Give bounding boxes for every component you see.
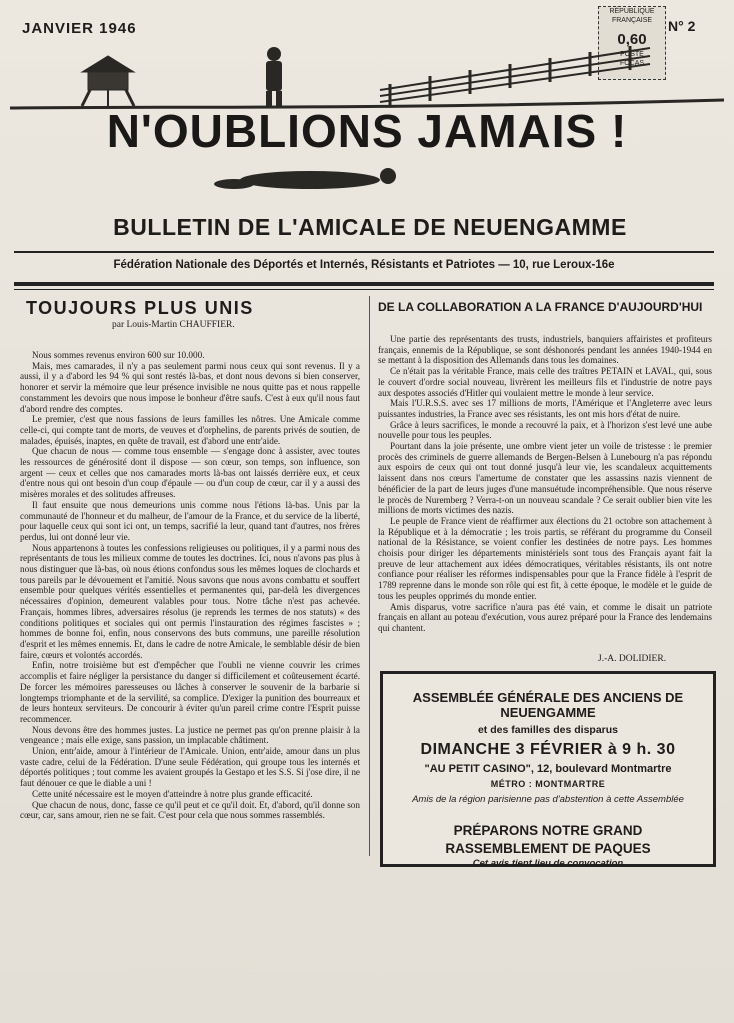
left-article-title: TOUJOURS PLUS UNIS: [26, 298, 254, 318]
notice-call: RASSEMBLEMENT DE PAQUES: [445, 841, 651, 856]
paragraph: Amis disparus, votre sacrifice n'aura pas été vain, et comme le disait un patriote français en allant au poteau d'exécution, vous aurez préparé pour la France des lendemains qui chantent.: [378, 601, 712, 633]
paragraph: Que chacun de nous, donc, fasse ce qu'il peut et ce qu'il doit. Et, d'abord, qu'il donne son cœur, car, sans amour, rien ne se fait. C'est pour cela que nous sommes rassemblés.: [20, 799, 360, 821]
notice-subheading: et des familles des disparus: [477, 724, 619, 736]
paragraph: Le peuple de France vient de réaffirmer aux élections du 21 octobre son attachement à la République et à la démocratie ; les trois partis, se référant du programme du Conseil national de la Résistance, se voient confier les destinées de notre pays. Les hommes choisis pour diriger les départements ministériels sont tous des Français ayant fait la preuve de leur attachement aux idées démocratiques, véritables résistants, ils ont notre confiance pour réaliser les réformes indispensables pour que la France fidèle à l'esprit de 1789 reprenne dans le monde son rôle qui est fit, à cette époque, le modèle et le guide de tous les peuples opprimés du monde entier.: [378, 515, 712, 601]
stamp-line: RÉPUBLIQUE: [609, 8, 655, 15]
notice-appeal: Amis de la région parisienne pas d'abstention à cette Assemblée: [412, 794, 684, 805]
masthead-title: N'OUBLIONS JAMAIS !: [106, 105, 628, 157]
notice-call: PRÉPARONS NOTRE GRAND: [453, 823, 643, 838]
paragraph: Il faut ensuite que nous demeurions unis comme nous l'étions là-bas. Unis par la communauté de l'honneur et du malheur, de l'amour de la France, et du service de la liberté, pour laquelle ceux qui sont ici ont, un temps, sacrifié la leur, quand tant d'autres, nos frères perdus, lui ont donné leur vie.: [20, 499, 360, 542]
paragraph: Enfin, notre troisième but est d'empêcher que l'oubli ne vienne couvrir les crimes accomplis et faire négliger la persistance du danger si difficilement et coûteusement écarté. De forcer les mémoires paresseuses ou lâches à conserver le souvenir de la barbarie si longtemps triomphante et de la servilité, sa complice. D'exiger la punition des bourreaux et de leurs honteux serviteurs. De concourir à éviter qu'un pareil crime contre l'Esprit puisse recommencer.: [20, 660, 360, 724]
stamp-line: FRANÇAISE: [611, 17, 653, 24]
notice-venue: "AU PETIT CASINO", 12, boulevard Montmartre: [424, 763, 672, 775]
notice-footnote: Cet avis tient lieu de convocation: [472, 858, 624, 869]
divider: [14, 289, 714, 290]
paragraph: Nous devons être des hommes justes. La justice ne permet pas qu'on prenne plaisir à la vengeance ; mais elle exige, sans passion, un implacable châtiment.: [20, 724, 360, 746]
paragraph: Ce n'était pas la véritable France, mais celle des traîtres PETAIN et LAVAL, qui, sous le couvert d'ordre social nouveau, livrèrent les meilleurs fils et l'industrie de notre pays aux despotes associés d'Hitler qui voulaient mettre le monde à leur service.: [378, 366, 712, 398]
paragraph: Le premier, c'est que nous fassions de leurs familles les nôtres. Une Amicale comme celle-ci, qui compte tant de morts, de veuves et d'orphelins, de parents privés de soutien, de malades, épuisés, inaptes, en quête de travail, est d'abord une entr'aide.: [20, 414, 360, 446]
bulletin-subtitle: BULLETIN DE L'AMICALE DE NEUENGAMME: [113, 214, 627, 240]
notice-date: DIMANCHE 3 FÉVRIER à 9 h. 30: [420, 741, 676, 758]
fallen-prisoner-icon: [214, 168, 396, 189]
paragraph: Nous sommes revenus environ 600 sur 10.000.: [32, 350, 205, 360]
stamp-price: 0,60: [617, 31, 647, 48]
prisoner-figure-icon: [266, 47, 282, 106]
right-article-title: DE LA COLLABORATION A LA FRANCE D'AUJOURD'HUI: [378, 300, 703, 314]
right-article-signature: J.-A. DOLIDIER.: [598, 654, 667, 664]
paragraph: Cette unité nécessaire est le moyen d'atteindre à notre plus grande efficacité.: [32, 788, 313, 799]
divider: [14, 251, 714, 253]
paragraph: Mais l'U.R.S.S. avec ses 17 millions de morts, l'Amérique et l'Angleterre avec leurs puissantes industries, la France avec ses résistants, les ont mis hors d'état de nuire.: [378, 398, 712, 419]
paragraph: Nous appartenons à toutes les confessions religieuses ou politiques, il y a parmi nous des représentants de tous les milieux comme de toutes les doctrines. Ici, nous n'avons pas plus à nous distinguer que là-bas, où nous étions confondus sous les mêmes loques de clochards et tous pareils par le dévouement et l'amitié. Nous savons que nous avons combattu et souffert ensemble pour quelques vérités essentielles et permanentes qui, par-delà les divergences nécessaires d'opinion, demeurent valables pour tous. Notre tâche n'est pas achevée. Français, hommes libres, adversaires résolus (je reprends les termes de nos statuts) « des conditions politiques et sociales qui ont permis l'instauration des régimes fascistes » ; hommes de bonne foi, enfin, nous conservons des buts communs, une pareille résolution d'esprit et les mêmes ennemis. Et, dans le cadre de notre Amicale, le semblable désir de bien faire, cœurs et volontés accordés.: [20, 542, 360, 660]
paragraph: Union, entr'aide, amour à l'intérieur de l'Amicale. Union, entr'aide, amour dans un plus vaste cadre, celui de la Fédération. D'une seule Fédération, qui groupe tous les internés et déportés politiques ; tout comme les avaient groupés la Gestapo et les S.S. Si j'ose dire, il ne faut dénouer ce que le diable a uni !: [20, 746, 360, 789]
notice-heading: ASSEMBLÉE GÉNÉRALE DES ANCIENS DE NEUENGAMME: [412, 690, 684, 720]
paragraph: Pourtant dans la joie présente, une ombre vient jeter un voile de tristesse : le premier procès des criminels de guerre allemands de Bergen-Belsen à Lunebourg n'a pas répondu aux espoirs de ceux qui ont tout donné jusqu'à leur vie, les scandaleux acquittements laissent dans nos cœurs l'amertume de constater que les assassins nazis viennent de bénéficier de la part de leurs juges d'une mansuétude incompréhensible. Que nous réserve le procès de Nuremberg ? Verra-t-on un nouveau scandale ? Ce serait oublier bien vite les millions de morts victimes des nazis.: [378, 441, 712, 516]
stamp-line: FOCAS: [619, 60, 645, 67]
paragraph: Que chacun de nous — comme tous ensemble — s'engage donc à assister, avec toutes les ressources de générosité dont il dispose — son cœur, son temps, son influence, son argent — ceux et celles que nos camarades morts là-bas ont laissés derrière eux, et ceux d'entre nous qui ont besoin d'un coup d'épaule — ou d'un coup de cœur, car il y a aussi des misères morales et des solitudes affreuses.: [20, 446, 360, 500]
left-article-byline: par Louis-Martin CHAUFFIER.: [112, 320, 235, 330]
issue-date: JANVIER 1946: [22, 20, 137, 37]
barbed-wire-fence-icon: [380, 46, 650, 106]
paragraph: Une partie des représentants des trusts, industriels, banquiers affairistes et profiteurs français, ennemis de la République, se sont déshonorés pendant les années 1940-1944 en se mettant à la disposition des Allemands dans tous les domaines.: [378, 334, 712, 366]
column-divider: [369, 296, 370, 856]
divider: [14, 282, 714, 286]
stamp-line: POSTE: [620, 51, 644, 58]
federation-line: Fédération Nationale des Déportés et Internés, Résistants et Patriotes — 10, rue Leroux-16e: [113, 259, 615, 271]
right-article-body: [378, 334, 712, 654]
paragraph: Grâce à leurs sacrifices, le monde a recouvré la paix, et à l'horizon s'est levé une aube nouvelle pour tous les peuples.: [378, 419, 712, 441]
paragraph: Mais, mes camarades, il n'y a pas seulement parmi nous ceux qui sont revenus. Il y a aussi, il y a d'abord les 94 % qui sont restés là-bas, et dont nous devons si bien conserver, honorer et servir la mémoire que leur présence invisible ne nous quitte pas et nous rappelle constamment les devoirs que nous impose le bonheur d'être saufs. C'est à eux qu'il nous faut d'abord rendre des comptes.: [20, 360, 360, 414]
notice-metro: MÉTRO : MONTMARTRE: [490, 779, 606, 789]
issue-number: N° 2: [668, 18, 696, 34]
watchtower-icon: [82, 56, 134, 106]
left-article-body: [20, 350, 360, 890]
assembly-notice-box: [380, 671, 716, 867]
